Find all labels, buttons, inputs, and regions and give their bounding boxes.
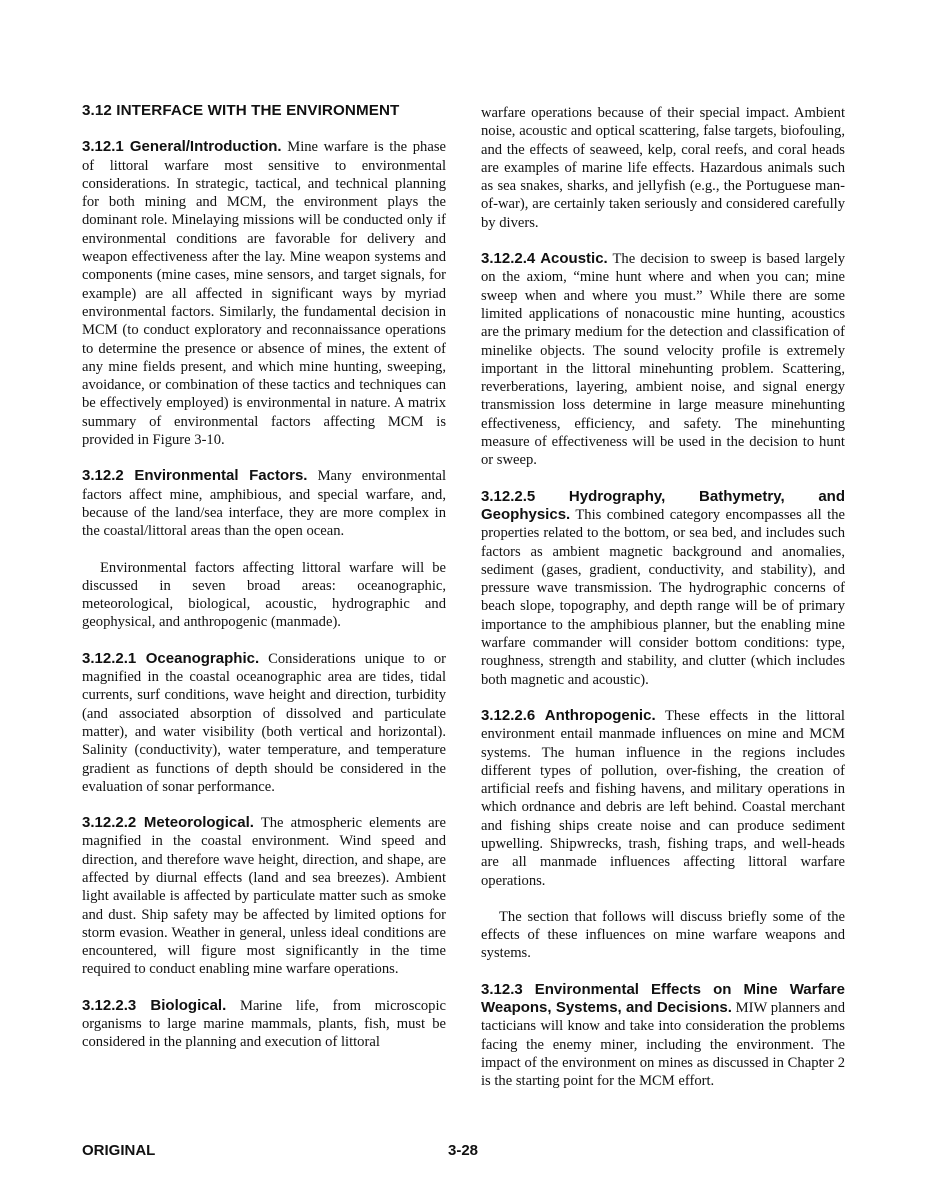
text-anthropogenic: These effects in the littoral environment entail manmade influences on mine and MCM systems. The human influence in the regions includes different types of pollution, over-fishing, the creation of artificial reefs and fishing havens, and military operations in which ordnance and debris are left behind. Coastal merchant and fishing ships create noise and can produce sediment upwelling. Shipwrecks, trash, fishing traps, and well-heads are all manmade influences affecting littoral warfare operations. bbox=[481, 707, 845, 889]
text-acoustic: The decision to sweep is based largely on the axiom, “mine hunt where and when you can; mine sweep when and where you must.” While there are some limited applications of nonacoustic mine hunting, acoustics are the primary medium for the detection and classification of minelike objects. The sound velocity profile is extremely important in the littoral minehunting problem. Scattering, reverberations, layering, ambient noise, and signal energy transmission loss determine in large measure minehunting effectiveness, efficiency, and safety. The minehunting measure of effectiveness will be used in the decision to hunt or sweep. bbox=[481, 251, 845, 469]
paragraph-section-follows bbox=[481, 908, 845, 963]
heading-acoustic: 3.12.2.4 Acoustic. bbox=[481, 250, 608, 268]
footer-page-number: 3-28 bbox=[448, 1142, 479, 1159]
left-column bbox=[82, 102, 446, 1070]
heading-biological: 3.12.2.3 Biological. bbox=[82, 996, 227, 1014]
text-seven-areas: Environmental factors affecting littoral warfare will be discussed in seven broad areas: oceanographic, meteorological, biological, acoustic, hydrographic and geophysical, and anthropogenic (manmade). bbox=[82, 559, 446, 631]
text-oceanographic: Considerations unique to or magnified in the coastal oceanographic area are tides, tidal currents, surf conditions, wave height and direction, turbidity (and associated absorption of dissolved and particulate matter), and water visibility (both vertical and horizontal). Salinity (conductivity), water temperature, and temperature gradient as functions of depth should be considered in the evaluation of sonar performance. bbox=[82, 650, 446, 795]
heading-anthropogenic: 3.12.2.6 Anthropogenic. bbox=[481, 706, 656, 724]
paragraph-biological bbox=[82, 997, 446, 1052]
text-biological-continued: warfare operations because of their special impact. Ambient noise, acoustic and optical scattering, false targets, biofouling, and the effects of seaweed, kelp, coral reefs, and coral heads are examples of marine life effects. Hazardous animals such as sea snakes, sharks, and jellyfish (e.g., the Portuguese man-of-war), are certainly taken seriously and considered carefully by divers. bbox=[481, 105, 845, 231]
text-hydrography: This combined category encompasses all the properties related to the bottom, or sea bed, and includes such factors as ambient magnetic background and anomalies, sediment (gases, gradient, conductivity, and stability), and pressure wave transmission. The hydrographic concerns of beach slope, topography, and depth range will be of primary importance to the amphibious planner, but the enabling mine warfare commander will consider bottom conditions: type, roughness, strength and stability, and clutter (which includes both magnetic and acoustic). bbox=[481, 506, 845, 688]
paragraph-environmental-factors bbox=[82, 467, 446, 540]
footer-original-label: ORIGINAL bbox=[82, 1142, 156, 1159]
heading-environmental-factors: 3.12.2 Environmental Factors. bbox=[82, 467, 308, 485]
heading-hydrography: 3.12.2.5 Hydrography, Bathymetry, and Geophysics. bbox=[481, 487, 845, 523]
text-general-introduction: Mine warfare is the phase of littoral warfare most sensitive to environmental considerations. In strategic, tactical, and technical planning for both mining and MCM, the environment plays the dominant role. Minelaying missions will be conducted only if environmental conditions are favorable for delivery and weapon effectiveness after the lay. Mine weapon systems and components (mine cases, mine sensors, and target signals, for example) are all affected in significant ways by myriad environmental factors. Similarly, the fundamental decision in MCM (to conduct exploratory and reconnaissance operations to determine the presence or absence of mines, the extent of any mine fields present, and which mine hunting, sweeping, avoidance, or combination of these tactics and techniques can be effectively employed) is environmental in nature. A matrix summary of environmental factors affecting MCM is provided in Figure 3-10. bbox=[82, 139, 446, 449]
text-meteorological: The atmospheric elements are magnified in the coastal environment. Wind speed and direction, and therefore wave height, direction, and shape, are affected by diurnal effects (land and sea breezes). Ambient light available is affected by particulate matter such as smoke and dust. Ship safety may be affected by limited options for storm evasion. Weather in general, unless ideal conditions are encountered, will figure most significantly in the time required to conduct enabling mine warfare operations. bbox=[82, 815, 446, 978]
paragraph-meteorological bbox=[82, 814, 446, 979]
heading-environmental-effects: 3.12.3 Environmental Effects on Mine Warfare Weapons, Systems, and Decisions. bbox=[481, 980, 845, 1017]
heading-general-introduction: 3.12.1 General/Introduction. bbox=[82, 138, 282, 156]
paragraph-general-introduction bbox=[82, 138, 446, 449]
paragraph-seven-areas bbox=[82, 559, 446, 632]
paragraph-hydrography bbox=[481, 488, 845, 689]
text-environmental-effects: MIW planners and tacticians will know and take into consideration the problems facing the enemy miner, including the environment. The impact of the environment on mines as discussed in Chapter 2 is the starting point for the MCM effort. bbox=[481, 1000, 845, 1090]
section-title: 3.12 INTERFACE WITH THE ENVIRONMENT bbox=[82, 102, 400, 119]
text-biological: Marine life, from microscopic organisms to large marine mammals, plants, fish, must be considered in the planning and execution of littoral bbox=[82, 997, 446, 1051]
paragraph-anthropogenic bbox=[481, 707, 845, 890]
heading-meteorological: 3.12.2.2 Meteorological. bbox=[82, 814, 254, 832]
paragraph-biological-continued bbox=[481, 104, 845, 232]
paragraph-environmental-effects bbox=[481, 981, 845, 1091]
heading-oceanographic: 3.12.2.1 Oceanographic. bbox=[82, 649, 260, 667]
text-environmental-factors: Many environmental factors affect mine, amphibious, and special warfare, and, because of the land/sea interface, they are more complex in the coastal/littoral areas than the open ocean. bbox=[82, 468, 446, 540]
text-section-follows: The section that follows will discuss briefly some of the effects of these influences on mine warfare weapons and systems. bbox=[481, 908, 845, 962]
right-column bbox=[481, 104, 845, 1109]
paragraph-acoustic bbox=[481, 250, 845, 470]
paragraph-oceanographic bbox=[82, 650, 446, 796]
